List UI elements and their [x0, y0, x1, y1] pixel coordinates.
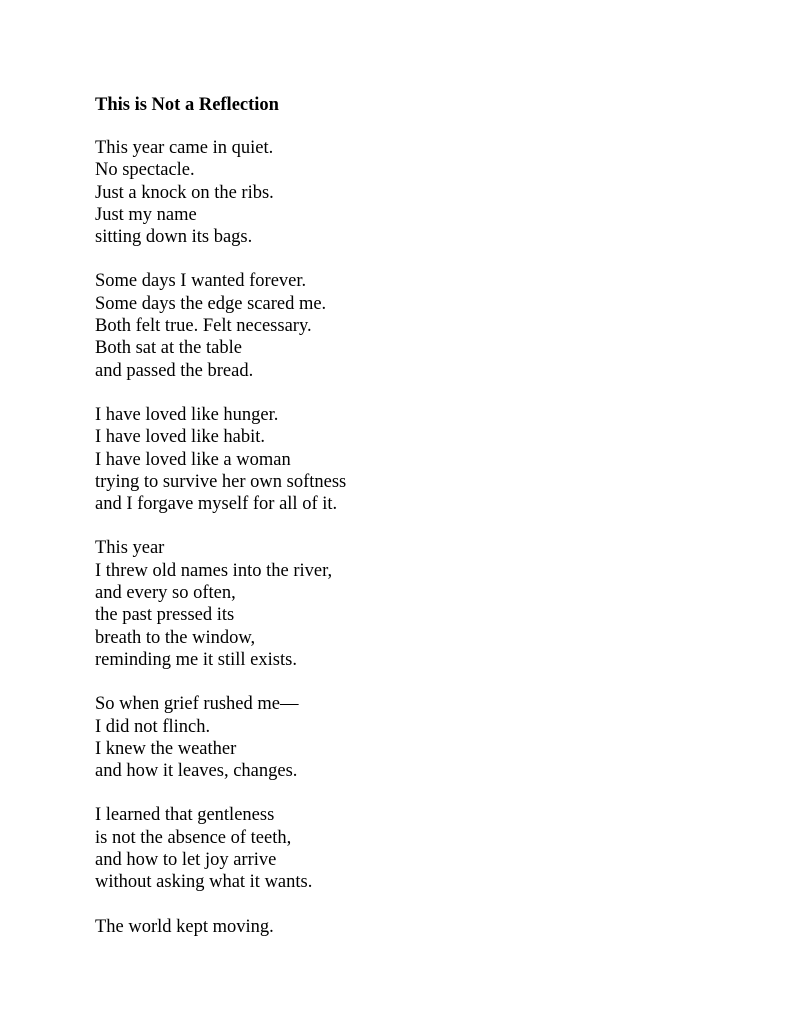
poem-line: I threw old names into the river, — [95, 560, 333, 581]
poem-line: Just a knock on the ribs. — [95, 182, 274, 203]
stanza — [95, 404, 755, 515]
poem-line: trying to survive her own softness — [95, 471, 347, 492]
poem-line: and how to let joy arrive — [95, 850, 277, 871]
poem — [95, 93, 755, 960]
stanza — [95, 270, 755, 381]
poem-line: Some days the edge scared me. — [95, 293, 327, 314]
poem-line: I have loved like hunger. — [95, 404, 279, 425]
poem-line: I did not flinch. — [95, 716, 211, 737]
poem-line: I knew the weather — [95, 738, 237, 759]
stanza — [95, 804, 755, 893]
poem-line: the past pressed its — [95, 605, 235, 626]
poem-line: I have loved like a woman — [95, 449, 291, 470]
poem-line: and passed the bread. — [95, 360, 254, 381]
poem-line: I learned that gentleness — [95, 805, 275, 826]
poem-line: Some days I wanted forever. — [95, 271, 307, 292]
poem-line: and how it leaves, changes. — [95, 761, 298, 782]
poem-line: I have loved like habit. — [95, 427, 266, 448]
poem-line: So when grief rushed me— — [95, 694, 299, 715]
poem-line: reminding me it still exists. — [95, 649, 297, 670]
stanza — [95, 537, 755, 671]
poem-line: and I forgave myself for all of it. — [95, 494, 338, 515]
stanza — [95, 916, 755, 938]
poem-line: breath to the window, — [95, 627, 256, 648]
poem-line: Both felt true. Felt necessary. — [95, 316, 312, 337]
stanza — [95, 137, 755, 248]
poem-line: and every so often, — [95, 583, 236, 604]
poem-line: Both sat at the table — [95, 338, 242, 359]
poem-line: No spectacle. — [95, 160, 195, 181]
poem-line: This year — [95, 538, 165, 559]
poem-body — [95, 137, 755, 938]
poem-title: This is Not a Reflection — [95, 95, 279, 115]
poem-line: is not the absence of teeth, — [95, 827, 292, 848]
poem-line: sitting down its bags. — [95, 227, 253, 248]
poem-line: Just my name — [95, 204, 197, 225]
poem-line: without asking what it wants. — [95, 872, 313, 893]
poem-line: This year came in quiet. — [95, 138, 274, 158]
stanza — [95, 693, 755, 782]
poem-line: The world kept moving. — [95, 916, 274, 937]
